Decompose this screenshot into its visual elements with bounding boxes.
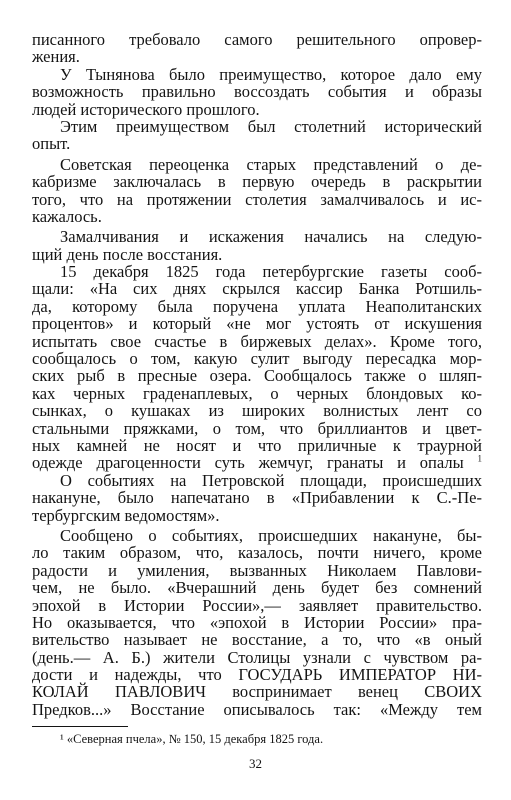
paragraph <box>32 31 482 66</box>
text-line: (день.— А. Б.) жители Столицы узнали с чувством ра- <box>32 647 482 667</box>
text-line: Но оказывается, что «эпохой в Истории России» пра- <box>32 612 482 632</box>
page-body <box>32 31 482 718</box>
text-line: писанного требовало самого решительного опровер- <box>32 30 482 49</box>
paragraph <box>32 228 482 263</box>
text-line: ло таким образом, что, казалось, почти ничего, кроме <box>32 543 482 563</box>
paragraph <box>32 472 482 524</box>
text-line: ных камней не носят и что приличные к траурной <box>32 435 482 455</box>
paragraph <box>32 156 482 226</box>
text-line: того, что на протяжении столетия замалчивалось и ис- <box>32 189 482 209</box>
text-line: испытать свое счастье в биржевых делах». Кроме того, <box>32 331 482 351</box>
text-line: возможность правильно воссоздать события и образы <box>32 82 482 102</box>
text-line-with-footnote <box>32 454 482 471</box>
text-line: кабризме заключалась в первую очередь в раскрытии <box>32 172 482 192</box>
text-line: Этим преимуществом был столетний исторический <box>60 116 482 136</box>
text-line: ских рыб в пресные озера. Сообщалось также о шляп- <box>32 366 482 386</box>
text-line: КОЛАЙ ПАВЛОВИЧ воспринимает венец СВОИХ <box>32 682 482 702</box>
paragraph <box>32 527 482 718</box>
text-line: жения. <box>32 47 80 67</box>
text-line: Сообщено о событиях, происшедших накануне, бы- <box>60 525 482 545</box>
text-line: щали: «На сих днях скрылся кассир Банка Ротшиль- <box>32 279 482 299</box>
text-line: эпохой в Истории России»,— заявляет правительство. <box>32 595 482 615</box>
text-line: сообщалось о том, какую сулит выгоду пересадка мор- <box>32 349 482 369</box>
text-line: Предков...» Восстание описывалось так: «Между тем <box>32 699 482 719</box>
footnote-marker: 1 <box>477 453 482 464</box>
text-line: ках черных граденаплевых, о черных блондовых ко- <box>32 383 482 403</box>
footnote: ¹ «Северная пчела», № 150, 15 декабря 1825 года. <box>60 732 324 747</box>
text-line: 15 декабря 1825 года петербургские газеты сооб- <box>60 262 482 282</box>
text-line: людей исторического прошлого. <box>32 99 260 119</box>
text-line: одежде драгоценности суть жемчуг, гранаты и опалы <box>32 453 464 473</box>
text-line: О событиях на Петровской площади, происшедших <box>60 470 482 490</box>
text-line: Советская переоценка старых представлений о де- <box>60 154 482 174</box>
text-line: опыт. <box>32 134 71 154</box>
text-line: щий день после восстания. <box>32 244 223 264</box>
text-line: радости и умиления, вызванных Николаем Павлови- <box>32 560 482 580</box>
text-line: процентов» и который «не мог устоять от искушения <box>32 314 482 334</box>
paragraph <box>32 118 482 153</box>
text-line: чем, не было. «Вчерашний день будет без сомнений <box>32 578 482 598</box>
text-line: дости и надежды, что ГОСУДАРЬ ИМПЕРАТОР НИ- <box>32 665 482 685</box>
text-line: Замалчивания и искажения начались на следую- <box>60 227 482 247</box>
text-line: тербургским ведомостям». <box>32 505 220 525</box>
text-line: У Тынянова было преимущество, которое дало ему <box>60 64 482 84</box>
paragraph <box>32 66 482 118</box>
text-line: да, которому была поручена уплата Неаполитанских <box>32 296 482 316</box>
page-number: 32 <box>249 756 262 772</box>
text-line: стальными пряжками, о том, что бриллиантов и цвет- <box>32 418 482 438</box>
text-line: сынках, о кушаках из широких волнистых лент со <box>32 401 482 421</box>
text-line: кажалось. <box>32 206 102 226</box>
paragraph <box>32 263 482 472</box>
text-line: вительство называет не восстание, а то, что «в оный <box>32 630 482 650</box>
footnote-divider <box>32 726 128 727</box>
text-line: накануне, было напечатано в «Прибавлении к С.-Пе- <box>32 488 482 508</box>
